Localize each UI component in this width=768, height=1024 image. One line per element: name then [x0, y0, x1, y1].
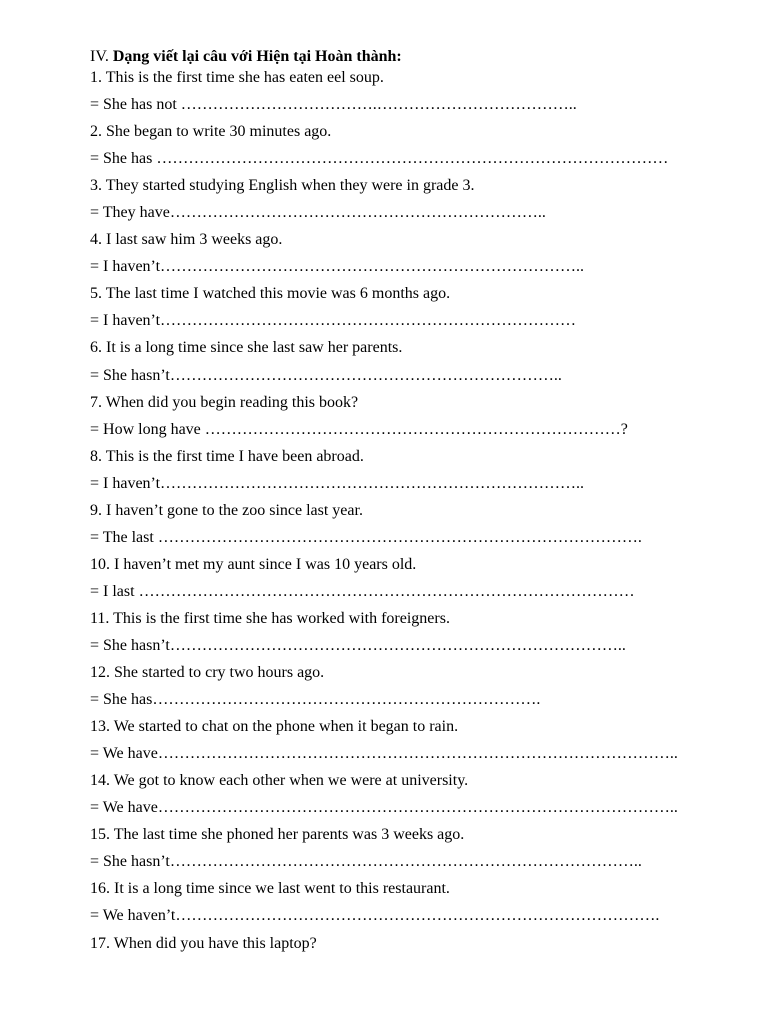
answer-line-15: = She hasn’t……………………………………………………………………………..: [90, 853, 642, 871]
question-5: 5. The last time I watched this movie was 6 months ago.: [90, 285, 451, 303]
answer-line-10: = I last …………………………………………………………………………………: [90, 582, 635, 600]
answer-line-9: = The last ……………………………………………………………………………….: [90, 528, 642, 546]
answer-line-5: = I haven’t……………………………………………………………………: [90, 312, 577, 330]
answer-line-8: = I haven’t……………………………………………………………………..: [90, 474, 585, 492]
answer-line-11: = She hasn’t…………………………………………………………………………..: [90, 636, 626, 654]
answer-line-2: = She has ……………………………………………………………………………………: [90, 150, 669, 168]
answer-line-3: = They have……………………………………………………………..: [90, 204, 546, 222]
question-2: 2. She began to write 30 minutes ago.: [90, 123, 332, 141]
question-14: 14. We got to know each other when we were at university.: [90, 772, 469, 790]
answer-line-16: = We haven’t……………………………………………………………………………….: [90, 907, 660, 925]
answer-line-12: = She has……………………………………………………………….: [90, 691, 541, 709]
question-15: 15. The last time she phoned her parents was 3 weeks ago.: [90, 826, 465, 844]
exercise-list: [90, 67, 750, 960]
question-13: 13. We started to chat on the phone when it began to rain.: [90, 718, 459, 736]
question-17: 17. When did you have this laptop?: [90, 934, 317, 952]
question-11: 11. This is the first time she has worked with foreigners.: [90, 609, 450, 627]
answer-line-6: = She hasn’t………………………………………………………………..: [90, 366, 562, 384]
question-3: 3. They started studying English when they were in grade 3.: [90, 177, 475, 195]
question-12: 12. She started to cry two hours ago.: [90, 664, 325, 682]
question-9: 9. I haven’t gone to the zoo since last year.: [90, 501, 363, 519]
answer-line-4: = I haven’t……………………………………………………………………..: [90, 258, 585, 276]
answer-line-14: = We have……………………………………………………………………………………..: [90, 799, 678, 817]
question-1: 1. This is the first time she has eaten eel soup.: [90, 69, 384, 86]
question-10: 10. I haven’t met my aunt since I was 10 years old.: [90, 555, 417, 573]
exercise-heading: [90, 47, 402, 67]
answer-line-7: = How long have ……………………………………………………………………?: [90, 420, 628, 438]
answer-line-1: = She has not ……………………………….………………………………..: [90, 96, 577, 114]
question-8: 8. This is the first time I have been abroad.: [90, 447, 364, 465]
question-16: 16. It is a long time since we last went to this restaurant.: [90, 880, 450, 898]
question-7: 7. When did you begin reading this book?: [90, 393, 359, 411]
heading-prefix: IV.: [90, 48, 113, 65]
question-6: 6. It is a long time since she last saw her parents.: [90, 339, 403, 357]
heading-title: Dạng viết lại câu với Hiện tại Hoàn thành:: [112, 48, 402, 65]
answer-line-13: = We have……………………………………………………………………………………..: [90, 745, 678, 763]
question-4: 4. I last saw him 3 weeks ago.: [90, 231, 283, 249]
